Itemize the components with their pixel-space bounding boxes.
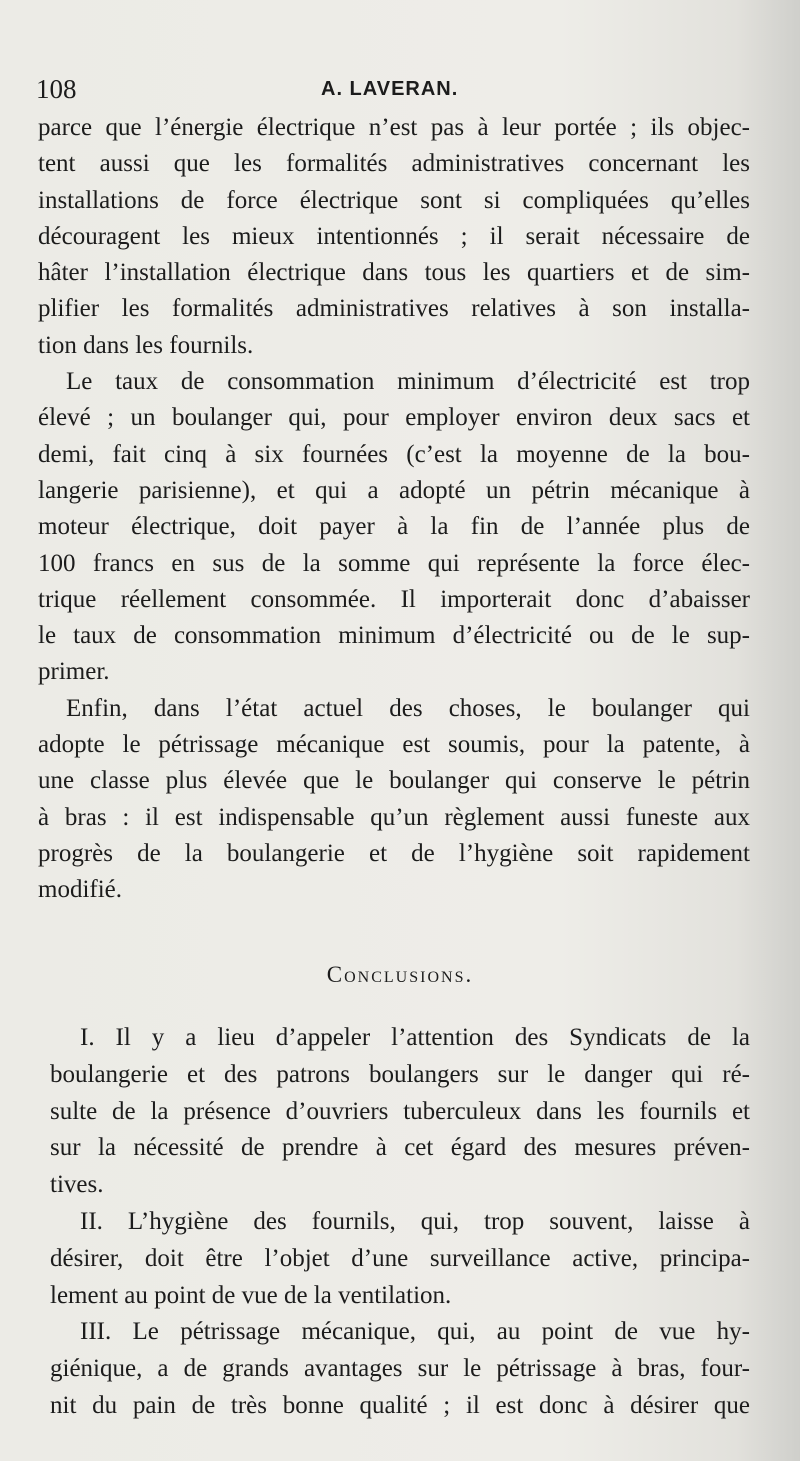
text-line: progrès de la boulangerie et de l’hygiène soit rapidement bbox=[38, 839, 750, 867]
text-line: langerie parisienne), et qui a adopté un pétrin mécanique à bbox=[38, 476, 750, 504]
text-line: modifié. bbox=[38, 876, 123, 904]
text-line: adopte le pétrissage mécanique est soumis, pour la patente, à bbox=[38, 731, 750, 759]
text-line: désirer, doit être l’objet d’une surveillance active, principa- bbox=[50, 1244, 750, 1272]
text-line: boulangerie et des patrons boulangers sur le danger qui ré- bbox=[50, 1060, 750, 1088]
text-line: élevé ; un boulanger qui, pour employer environ deux sacs et bbox=[38, 404, 750, 432]
text-line: primer. bbox=[38, 658, 110, 686]
text-line: Enfin, dans l’état actuel des choses, le boulanger qui bbox=[66, 694, 750, 722]
text-line: I. Il y a lieu d’appeler l’attention des Syndicats de la bbox=[80, 1024, 750, 1051]
text-line: nit du pain de très bonne qualité ; il est donc à désirer que bbox=[50, 1391, 750, 1419]
text-line: hâter l’installation électrique dans tous les quartiers et de sim- bbox=[38, 259, 750, 287]
conclusions-text bbox=[50, 1020, 750, 1425]
text-line: une classe plus élevée que le boulanger qui conserve le pétrin bbox=[38, 767, 750, 795]
text-line: installations de force électrique sont si compliquées qu’elles bbox=[38, 186, 750, 214]
text-line: parce que l’énergie électrique n’est pas à leur portée ; ils objec- bbox=[38, 114, 750, 141]
text-line: le taux de consommation minimum d’électricité ou de le sup- bbox=[38, 622, 750, 650]
text-line: 100 francs en sus de la somme qui représente la force élec- bbox=[38, 549, 750, 577]
conclusions-heading: Conclusions. bbox=[326, 962, 474, 987]
body-text bbox=[38, 110, 750, 909]
text-line: moteur électrique, doit payer à la fin de l’année plus de bbox=[38, 513, 750, 541]
text-line: tion dans les fournils. bbox=[38, 331, 254, 359]
text-line: tives. bbox=[50, 1171, 104, 1199]
text-line: sur la nécessité de prendre à cet égard des mesures préven- bbox=[50, 1134, 750, 1162]
running-head: A. LAVERAN. bbox=[321, 78, 459, 100]
text-line: Le taux de consommation minimum d’électricité est trop bbox=[66, 368, 750, 396]
text-line: plifier les formalités administratives relatives à son installa- bbox=[38, 295, 750, 323]
text-line: tent aussi que les formalités administratives concernant les bbox=[38, 150, 750, 178]
text-line: lement au point de vue de la ventilation. bbox=[50, 1281, 452, 1309]
text-line: III. Le pétrissage mécanique, qui, au point de vue hy- bbox=[80, 1318, 750, 1346]
text-line: trique réellement consommée. Il importerait donc d’abaisser bbox=[38, 585, 750, 613]
text-line: découragent les mieux intentionnés ; il serait nécessaire de bbox=[38, 222, 750, 250]
text-line: demi, fait cinq à six fournées (c’est la moyenne de la bou- bbox=[38, 440, 750, 468]
text-line: sulte de la présence d’ouvriers tuberculeux dans les fournils et bbox=[50, 1097, 750, 1125]
text-line: à bras : il est indispensable qu’un règlement aussi funeste aux bbox=[38, 803, 750, 831]
text-line: giénique, a de grands avantages sur le pétrissage à bras, four- bbox=[50, 1355, 750, 1383]
page-number: 108 bbox=[36, 74, 77, 104]
text-line: II. L’hygiène des fournils, qui, trop souvent, laisse à bbox=[80, 1207, 750, 1235]
page-header bbox=[36, 74, 752, 110]
